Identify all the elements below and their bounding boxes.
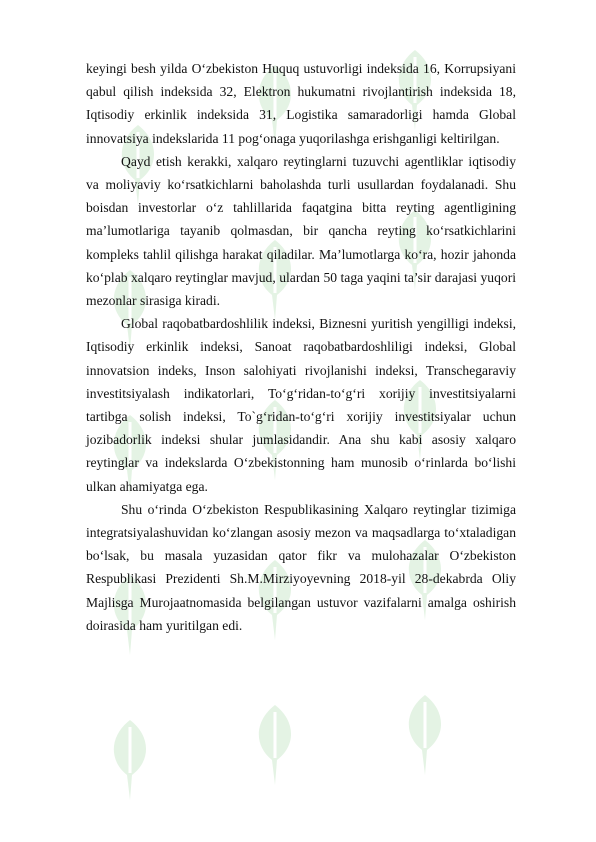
paragraph: Global raqobatbardoshlilik indeksi, Biznesni yuritish yengilligi indeksi, Iqtisodiy erkinlik indeksi, Sanoat raqobatbardoshliligi indeksi, Global innovatsion indeks, Inson salohiyati rivojlanishi indeksi, Transchegaraviy investitsiyalash indikatorlari, To‘g‘ridan-to‘g‘ri xorijiy investitsiyalarni tartibga solish indeksi, To`g‘ridan-to‘g‘ri xorijiy investitsiyalar uchun jozibadorlik indeksi shular jumlasidandir. Ana shu kabi asosiy xalqaro reytinglar va indekslarda O‘zbekistonning ham munosib o‘rinlarda bo‘lishi ulkan ahamiyatga ega. — [86, 316, 516, 494]
paragraph: Shu o‘rinda O‘zbekiston Respublikasining Xalqaro reytinglar tizimiga integratsiyalashuvidan ko‘zlangan asosiy mezon va maqsadlarga to‘xtaladigan bo‘lsak, bu masala yuzasidan qator fikr va mulohazalar O‘zbekiston Respublikasi Prezidenti Sh.M.Mirziyoyevning 2018-yil 28-dekabrda Oliy Majlisga Murojaatnomasida belgilangan ustuvor vazifalarni amalga oshirish doirasida ham yuritilgan edi. — [86, 501, 516, 633]
watermark-icon — [245, 700, 305, 790]
paragraph: keyingi besh yilda O‘zbekiston Huquq ustuvorligi indeksida 16, Korrupsiyani qabul qilish indeksida 32, Elektron hukumatni rivojlantirish indeksida 18, Iqtisodiy erkinlik indeksida 31, Logistika samaradorligi hamda Global innovatsiya indekslarida 11 pog‘onaga yuqorilashga erishganligi keltirilgan. — [86, 61, 516, 146]
watermark-icon — [100, 715, 160, 805]
paragraph: Qayd etish kerakki, xalqaro reytinglarni tuzuvchi agentliklar iqtisodiy va moliyaviy ko‘rsatkichlarni baholashda turli usullardan foydalanadi. Shu boisdan investorlar o‘z tahlillarida faqatgina bitta reyting agentligining ma’lumotlariga tayanib qolmasdan, bir qancha reyting ko‘rsatkichlarini kompleks tahlil qilishga harakat qiladilar. Ma’lumotlarga ko‘ra, hozir jahonda ko‘plab xalqaro reytinglar mavjud, ulardan 50 taga yaqini ta’sir darajasi yuqori mezonlar sirasiga kiradi. — [86, 153, 516, 309]
body-text — [86, 57, 516, 637]
watermark-icon — [395, 690, 455, 780]
